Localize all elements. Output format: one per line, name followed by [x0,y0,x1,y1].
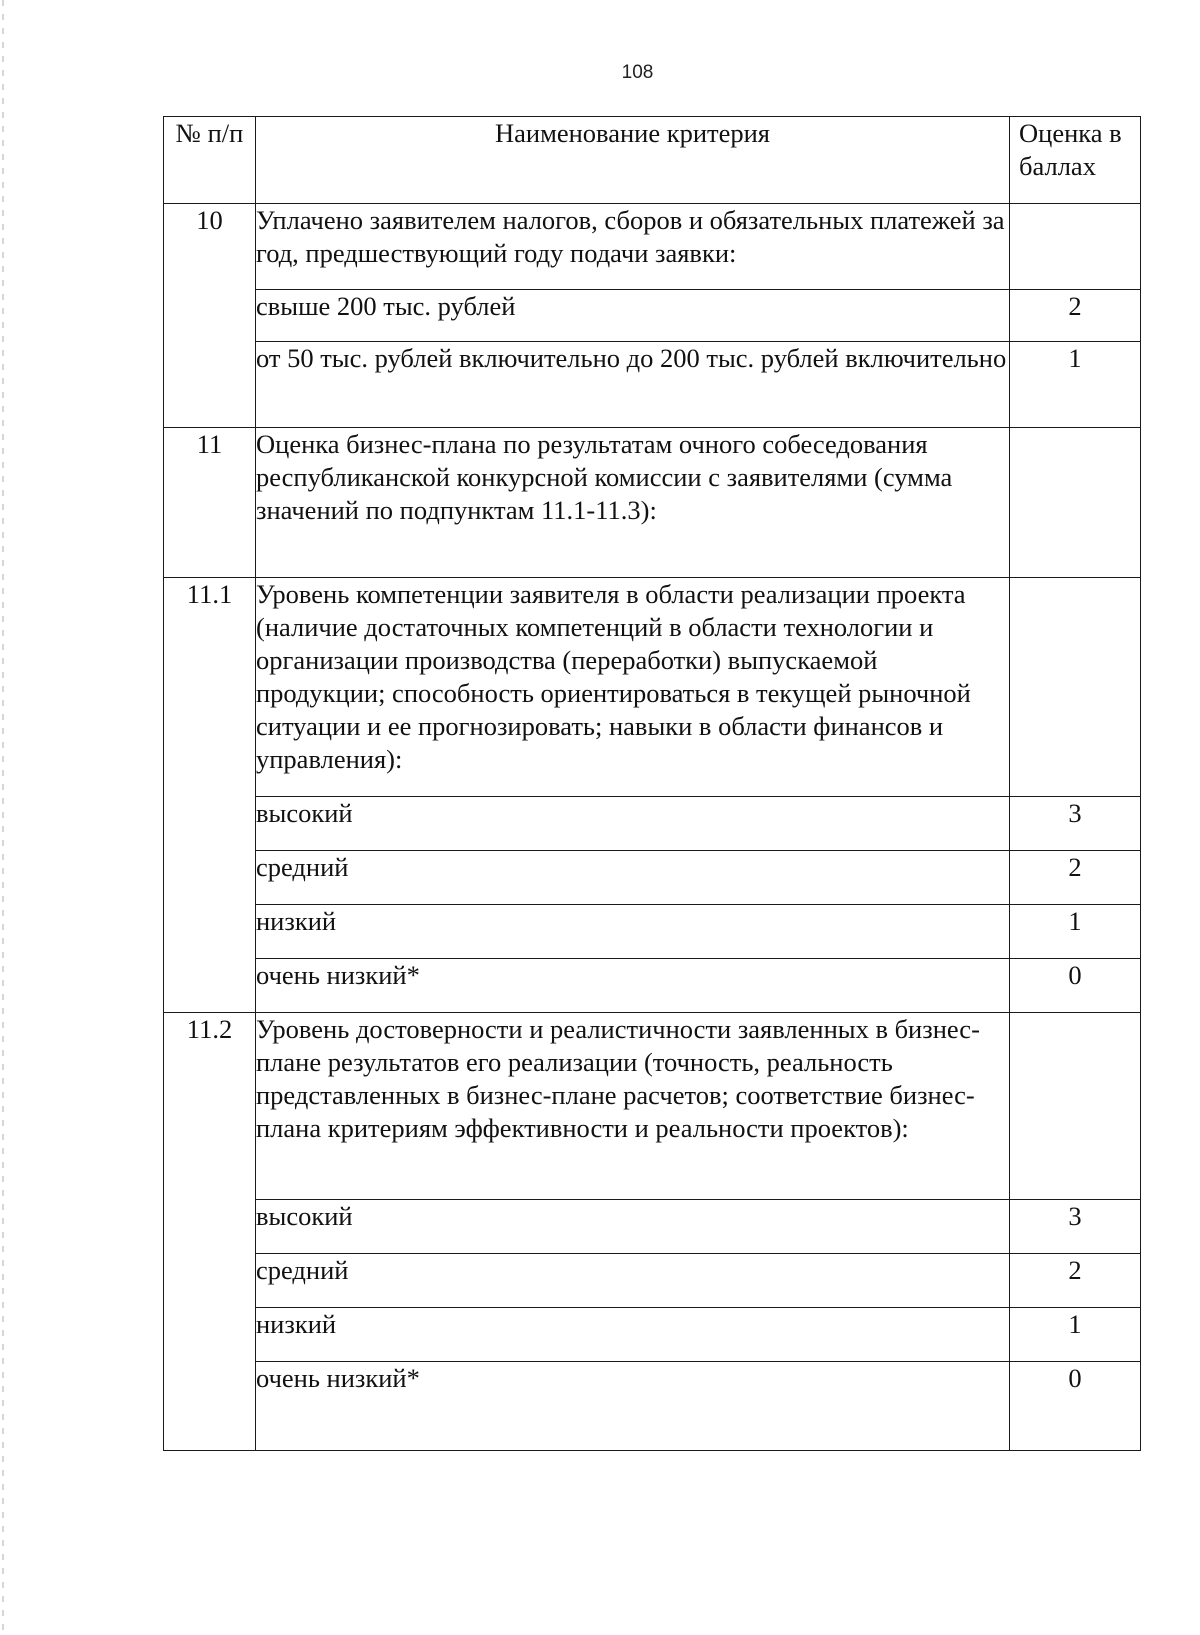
option-label: высокий [256,1200,1010,1254]
table-row [164,428,1141,578]
criterion-title: Уровень достоверности и реалистичности заявленных в бизнес-плане результатов его реализации (точность, реальность представленных в бизнес-плане расчетов; соответствие бизнес-плана критериям эффективности и реальности проектов): [256,1013,1010,1200]
criterion-score [1010,428,1141,578]
table-row [164,905,1141,959]
table-row [164,851,1141,905]
option-score: 2 [1010,851,1141,905]
option-label: средний [256,1254,1010,1308]
table-row [164,204,1141,290]
criterion-title: Оценка бизнес-плана по результатам очного собеседования республиканской конкурсной комиссии с заявителями (сумма значений по подпунктам 11.1-11.3): [256,428,1010,578]
page-number: 108 [621,62,654,83]
option-score: 1 [1010,905,1141,959]
table-row [164,1362,1141,1451]
criterion-number: 11.1 [164,578,256,1013]
table-row [164,342,1141,428]
option-score: 1 [1010,342,1141,428]
option-score: 3 [1010,797,1141,851]
header-score: Оценка в баллах [1010,117,1141,204]
table-row [164,290,1141,342]
scan-edge [2,0,4,1635]
option-score: 2 [1010,290,1141,342]
criterion-number: 11.2 [164,1013,256,1451]
table-row [164,959,1141,1013]
option-label: низкий [256,1308,1010,1362]
table-row [164,578,1141,797]
option-score: 2 [1010,1254,1141,1308]
option-score: 1 [1010,1308,1141,1362]
option-score: 0 [1010,1362,1141,1451]
table-row [164,1308,1141,1362]
criterion-title: Уплачено заявителем налогов, сборов и обязательных платежей за год, предшествующий году подачи заявки: [256,204,1010,290]
criterion-score [1010,1013,1141,1200]
option-label: низкий [256,905,1010,959]
criterion-number: 11 [164,428,256,578]
table-row [164,797,1141,851]
criterion-score [1010,578,1141,797]
table-row [164,1200,1141,1254]
option-score: 0 [1010,959,1141,1013]
table-row [164,1254,1141,1308]
header-num: № п/п [164,117,256,204]
header-name: Наименование критерия [256,117,1010,204]
criterion-score [1010,204,1141,290]
option-score: 3 [1010,1200,1141,1254]
table-row [164,1013,1141,1200]
option-label: очень низкий* [256,959,1010,1013]
criterion-title: Уровень компетенции заявителя в области реализации проекта (наличие достаточных компетенций в области технологии и организации производства (переработки) выпускаемой продукции; способность ориентироваться в текущей рыночной ситуации и ее прогнозировать; навыки в области финансов и управления): [256,578,1010,797]
option-label: свыше 200 тыс. рублей [256,290,1010,342]
criteria-table [163,116,1141,1451]
option-label: от 50 тыс. рублей включительно до 200 тыс. рублей включительно [256,342,1010,428]
criterion-number: 10 [164,204,256,428]
table-header-row [164,117,1141,204]
option-label: очень низкий* [256,1362,1010,1451]
option-label: высокий [256,797,1010,851]
option-label: средний [256,851,1010,905]
